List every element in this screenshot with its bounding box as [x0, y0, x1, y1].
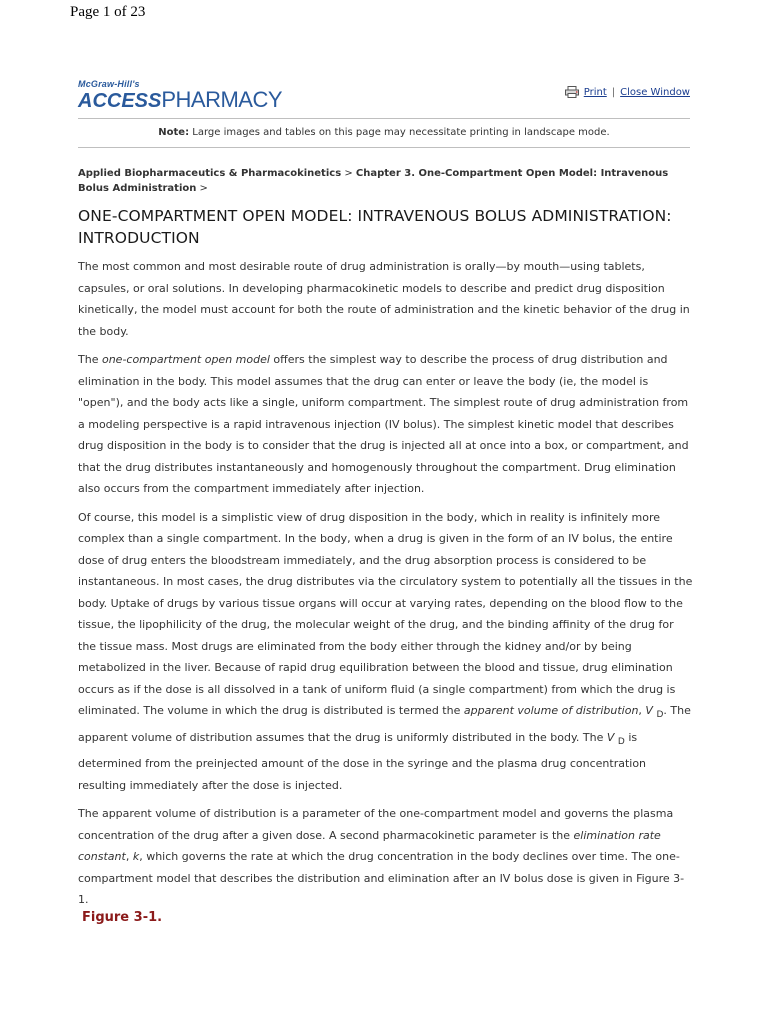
symbol-v: V [645, 704, 653, 717]
breadcrumb [78, 166, 693, 196]
print-note [78, 118, 690, 148]
paragraph-2: The one-compartment open model offers the simplest way to describe the process of drug distribution and elimination in the body. This model assumes that the drug can enter or leave the body (ie, the model is "open"), and the body acts like a single, uniform compartment. The simplest route of drug administration from a modeling perspective is a rapid intravenous injection (IV bolus). The simplest kinetic model that describes drug disposition in the body is to consider that the drug is injected all at once into a box, or compartment, and that the drug distributes instantaneously and homogenously throughout the compartment. Drug elimination also occurs from the compartment immediately after injection. [78, 353, 689, 495]
breadcrumb-book[interactable]: Applied Biopharmaceutics & Pharmacokinetics [78, 168, 342, 179]
page-title: ONE-COMPARTMENT OPEN MODEL: INTRAVENOUS BOLUS ADMINISTRATION: INTRODUCTION [78, 207, 672, 247]
term-elimination-rate-constant: elimination rate constant [78, 828, 661, 863]
print-link[interactable]: Print [583, 86, 607, 98]
breadcrumb-separator: > [196, 183, 208, 194]
paragraph-1: The most common and most desirable route of drug administration is orally—by mouth—using tablets, capsules, or oral solutions. In developing pharmacokinetic models to describe and predict drug disposition kinetically, the model must account for both the route of administration and the kinetic behavior of the drug in the body. [78, 260, 690, 338]
logo-pharmacy: PHARMACY [161, 87, 283, 112]
article-body [78, 256, 693, 918]
accesspharmacy-logo[interactable] [78, 80, 282, 113]
term-one-compartment-open-model: one-compartment open model [101, 353, 270, 366]
logo-publisher: McGraw-Hill's [78, 79, 140, 89]
note-label: Note: [158, 127, 190, 138]
logo-access: ACCESS [78, 90, 162, 112]
site-header [78, 80, 690, 110]
subscript-d: D [617, 736, 625, 747]
paragraph-3: Of course, this model is a simplistic view of drug disposition in the body, which in reality is infinitely more complex than a single compartment. In the body, when a drug is given in the form of an IV bolus, the entire dose of drug enters the bloodstream immediately, and the drug absorption process is considered to be instantaneous. In most cases, the drug distributes via the circulatory system to potentially all the tissues in the body. Uptake of drugs by various tissue organs will occur at varying rates, depending on the blood flow to the tissue, the lipophilicity of the drug, the molecular weight of the drug, and the binding affinity of the drug for the tissue mass. Most drugs are eliminated from the body either through the kidney and/or by being metabolized in the liver. Because of rapid drug equilibration between the blood and tissue, drug elimination occurs as if the dose is all dissolved in a tank of uniform fluid (a single compartment) from which the drug is eliminated. The volume in which the drug is distributed is termed the apparent volume of distribution, V $_D$. The apparent volume of distribution assumes that the drug is uniformly distributed in the body. The V $_D$ is determined from the preinjected amount of the dose in the syringe and the plasma drug concentration resulting immediately after the dose is injected. [78, 510, 693, 792]
term-apparent-volume: apparent volume of distribution [463, 704, 639, 717]
note-text: Large images and tables on this page may necessitate printing in landscape mode. [189, 127, 610, 138]
subscript-d: D [656, 710, 664, 720]
symbol-v: V [606, 730, 615, 744]
paragraph-4: The apparent volume of distribution is a parameter of the one-compartment model and governs the plasma concentration of the drug after a given dose. A second pharmacokinetic parameter is the elimination rate constant, k, which governs the rate at which the drug concentration in the body declines over time. The one-compartment model that describes the distribution and elimination after an IV bolus dose is given in Figure 3-1. [78, 807, 685, 906]
breadcrumb-chapter[interactable]: Chapter 3. One-Compartment Open Model: Intravenous Bolus Administration [78, 168, 669, 194]
printer-icon[interactable] [565, 86, 579, 98]
header-links [565, 86, 690, 98]
close-window-link[interactable]: Close Window [620, 86, 690, 98]
link-separator: | [611, 86, 616, 98]
figure-label: Figure 3-1. [82, 910, 163, 925]
breadcrumb-separator: > [341, 168, 356, 179]
page-number: Page 1 of 23 [70, 4, 146, 20]
symbol-k: k [132, 850, 140, 863]
